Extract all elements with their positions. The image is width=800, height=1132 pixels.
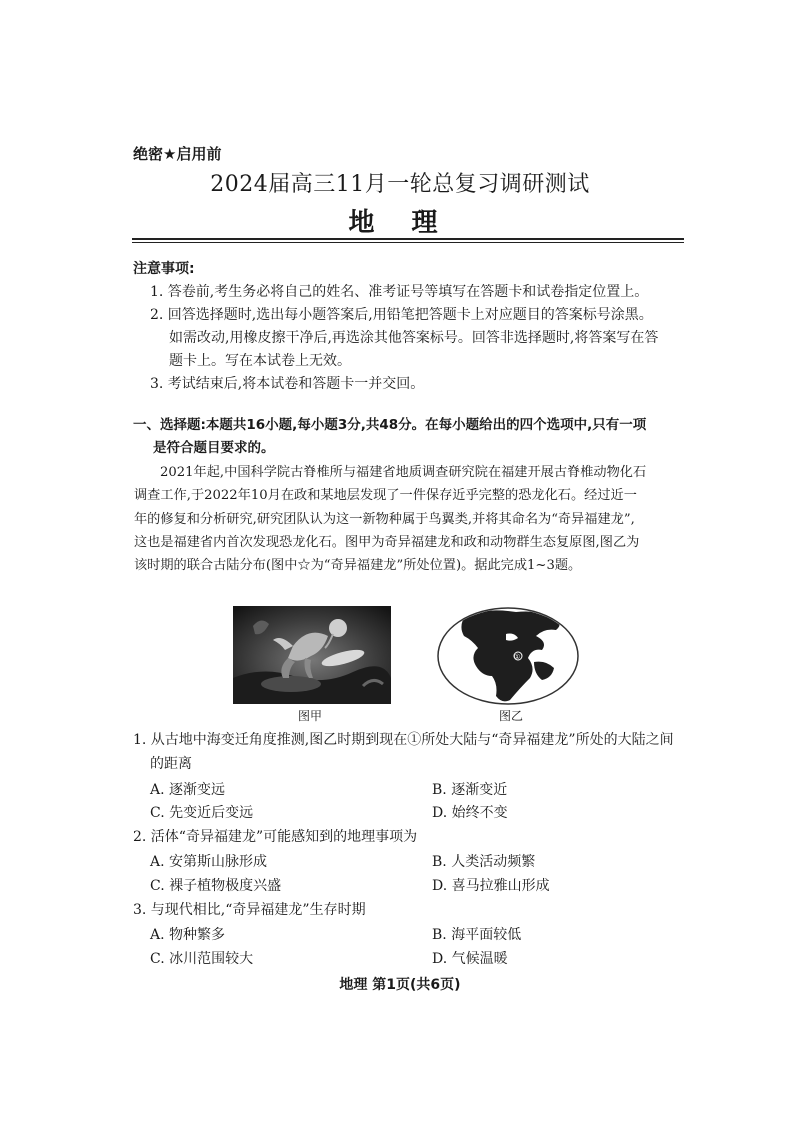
figure-b-pangaea-map [436,606,580,706]
notice-title: 注意事项: [133,261,195,277]
notice-line: 题卡上。写在本试卷上无效。 [169,353,351,369]
option-c: C. 先变近后变远 [150,805,254,821]
exam-title: 2024届高三11月一轮总复习调研测试 [210,172,590,197]
option-b: B. 逐渐变近 [432,782,508,798]
figure-a-caption: 图甲 [298,709,323,723]
subject-title: 地 理 [348,208,452,238]
header-divider-thin [132,242,684,243]
option-d: D. 始终不变 [432,805,508,821]
option-a: A. 物种繁多 [150,927,226,943]
section-heading: 一、选择题:本题共16小题,每小题3分,共48分。在每小题给出的四个选项中,只有一项 [133,417,647,433]
notice-line: 1. 答卷前,考生务必将自己的姓名、准考证号等填写在答题卡和试卷指定位置上。 [150,284,649,300]
option-d: D. 喜马拉雅山形成 [432,878,550,894]
option-c: C. 裸子植物极度兴盛 [150,878,282,894]
passage-line: 2021年起,中国科学院古脊椎所与福建省地质调查研究院在福建开展古脊椎动物化石 [160,465,647,480]
notice-line: 如需改动,用橡皮擦干净后,再选涂其他答案标号。回答非选择题时,将答案写在答 [169,330,659,346]
option-a: A. 安第斯山脉形成 [150,854,268,870]
option-c: C. 冰川范围较大 [150,951,254,967]
question-stem: 1. 从古地中海变迁角度推测,图乙时期到现在①所处大陆与“奇异福建龙”所处的大陆之间 [133,732,674,748]
passage-line: 年的修复和分析研究,研究团队认为这一新物种属于鸟翼类,并将其命名为“奇异福建龙”, [134,512,635,527]
page-footer: 地理 第1页(共6页) [339,977,461,993]
notice-line: 2. 回答选择题时,选出每小题答案后,用铅笔把答题卡上对应题目的答案标号涂黑。 [150,307,653,323]
option-d: D. 气候温暖 [432,951,508,967]
figure-b-caption: 图乙 [499,709,524,723]
passage-line: 调查工作,于2022年10月在政和某地层发现了一件保存近乎完整的恐龙化石。经过近一 [134,488,637,503]
map-marker-1: ① [514,653,521,661]
figure-a-dinosaur-image [233,606,391,704]
option-b: B. 人类活动频繁 [432,854,536,870]
question-stem: 2. 活体“奇异福建龙”可能感知到的地理事项为 [133,829,418,845]
passage-line: 该时期的联合古陆分布(图中☆为“奇异福建龙”所处位置)。据此完成1~3题。 [134,558,582,573]
secret-mark: 绝密★启用前 [133,145,222,163]
option-b: B. 海平面较低 [432,927,522,943]
section-heading: 是符合题目要求的。 [153,440,275,456]
question-stem: 3. 与现代相比,“奇异福建龙”生存时期 [133,902,366,918]
header-divider [132,238,684,240]
question-stem: 的距离 [150,756,192,772]
passage-line: 这也是福建省内首次发现恐龙化石。图甲为奇异福建龙和政和动物群生态复原图,图乙为 [134,535,640,550]
notice-line: 3. 考试结束后,将本试卷和答题卡一并交回。 [150,376,425,392]
option-a: A. 逐渐变远 [150,782,226,798]
